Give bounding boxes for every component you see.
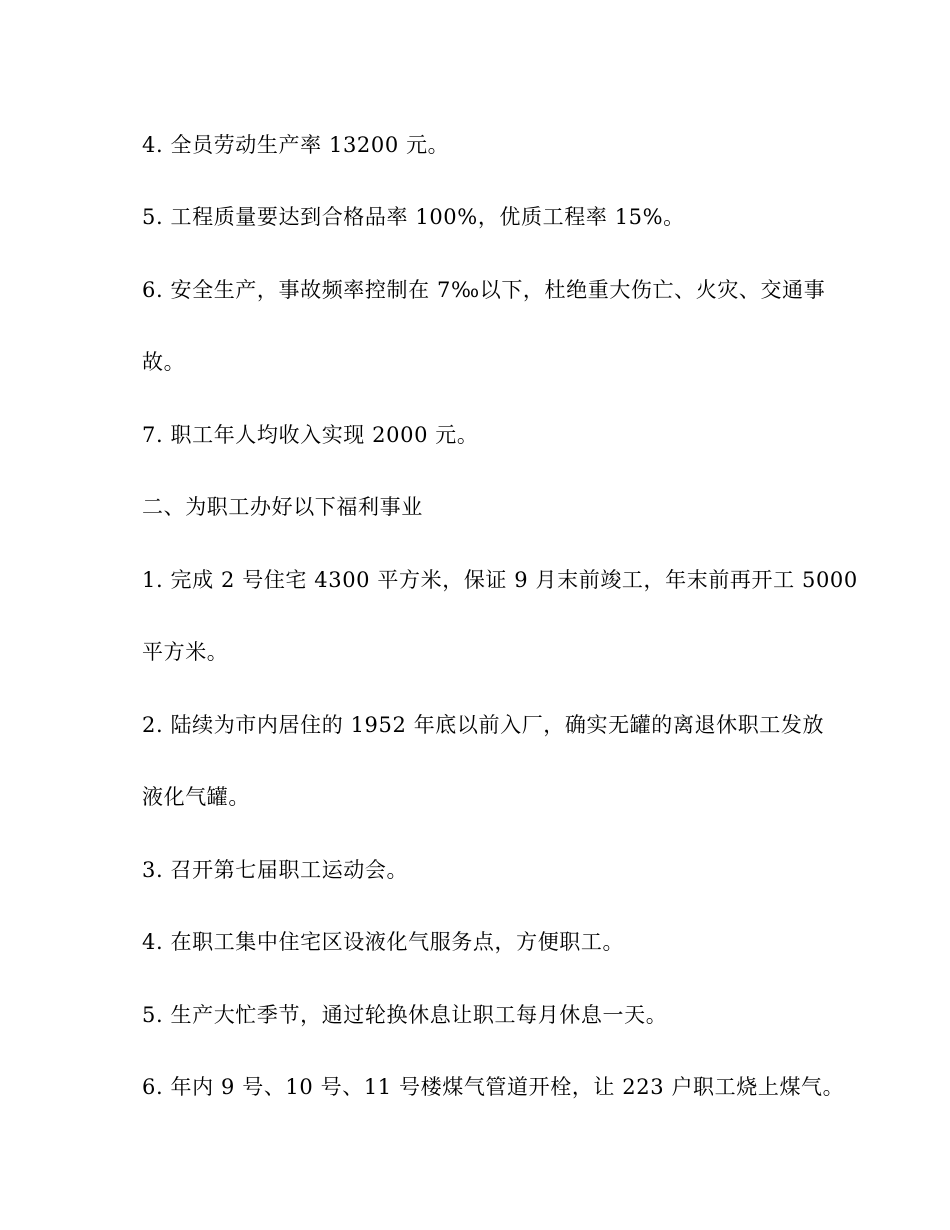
item-labor-productivity: 4. 全员劳动生产率 13200 元。 (142, 133, 450, 157)
welfare-item-housing-cont: 平方米。 (142, 640, 229, 664)
welfare-item-gas-service-point: 4. 在职工集中住宅区设液化气服务点，方便职工。 (142, 930, 625, 954)
welfare-item-housing: 1. 完成 2 号住宅 4300 平方米，保证 9 月末前竣工，年末前再开工 5000 (142, 568, 858, 592)
item-safety-production-cont: 故。 (142, 350, 186, 374)
section-heading-welfare: 二、为职工办好以下福利事业 (142, 495, 423, 519)
item-average-income: 7. 职工年人均收入实现 2000 元。 (142, 423, 479, 447)
welfare-item-gas-pipeline: 6. 年内 9 号、10 号、11 号楼煤气管道开栓，让 223 户职工烧上煤气。 (142, 1075, 845, 1099)
welfare-item-rest-day: 5. 生产大忙季节，通过轮换休息让职工每月休息一天。 (142, 1003, 668, 1027)
item-safety-production: 6. 安全生产，事故频率控制在 7‰以下，杜绝重大伤亡、火灾、交通事 (142, 278, 826, 302)
welfare-item-gas-tanks: 2. 陆续为市内居住的 1952 年底以前入厂，确实无罐的离退休职工发放 (142, 713, 825, 737)
welfare-item-sports-meet: 3. 召开第七届职工运动会。 (142, 858, 409, 882)
welfare-item-gas-tanks-cont: 液化气罐。 (142, 785, 250, 809)
item-engineering-quality: 5. 工程质量要达到合格品率 100%，优质工程率 15%。 (142, 205, 685, 229)
